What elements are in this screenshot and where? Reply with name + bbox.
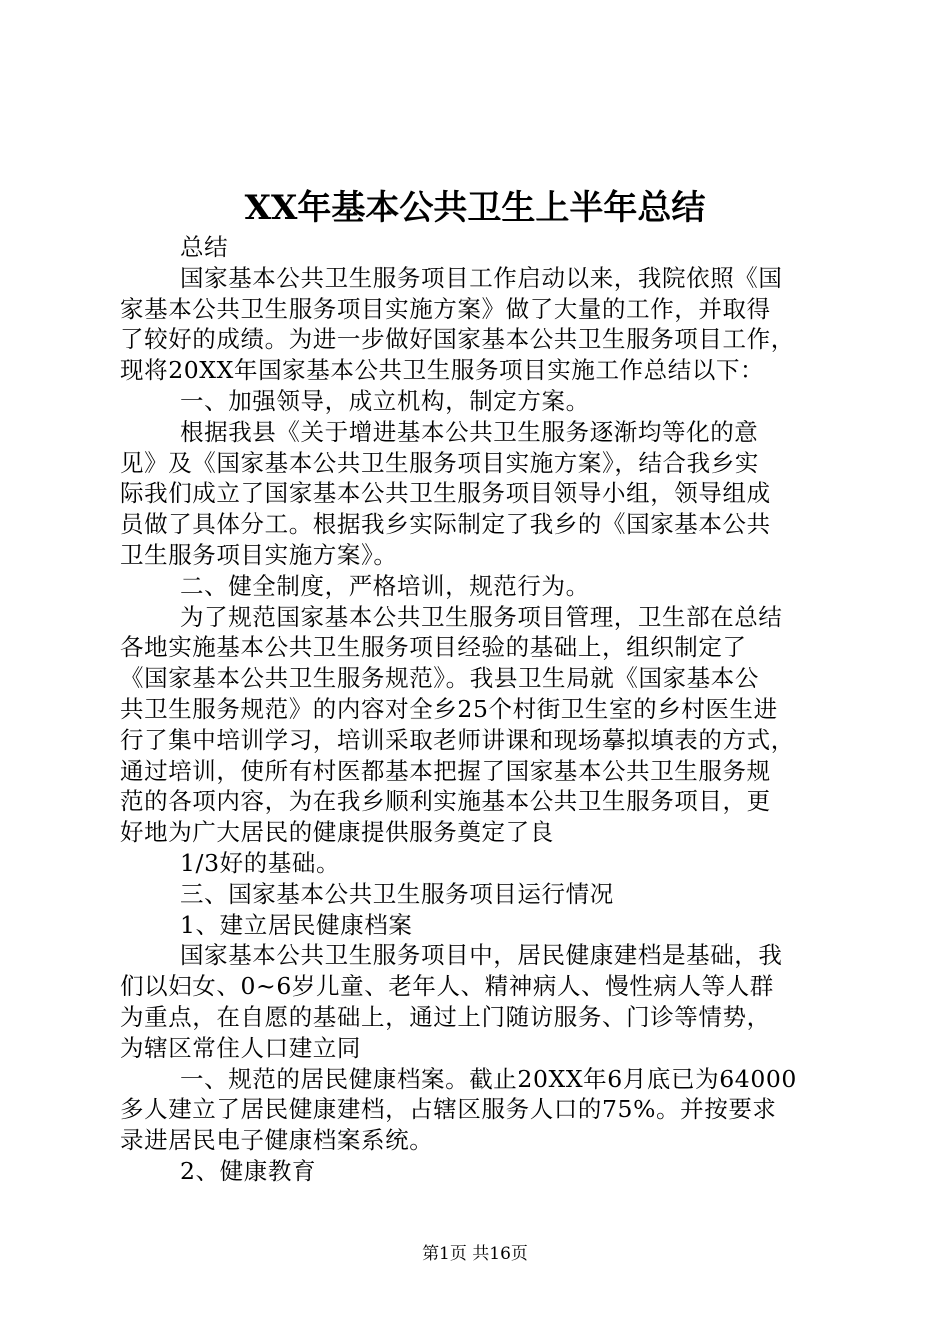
body-line: 1/3好的基础。 (180, 848, 341, 877)
body-line: 通过培训，使所有村医都基本把握了国家基本公共卫生服务规 (120, 756, 771, 785)
body-line: 2、健康教育 (180, 1156, 317, 1185)
body-line: 员做了具体分工。根据我乡实际制定了我乡的《国家基本公共 (120, 510, 771, 539)
body-line: 卫生服务项目实施方案》。 (120, 540, 398, 569)
body-line: 为了规范国家基本公共卫生服务项目管理，卫生部在总结 (180, 602, 783, 631)
page-footer: 第1页 共16页 (422, 1244, 528, 1264)
body-line: 现将20XX年国家基本公共卫生服务项目实施工作总结以下： (120, 356, 765, 385)
body-line: 为辖区常住人口建立同 (120, 1033, 361, 1062)
body-line: 各地实施基本公共卫生服务项目经验的基础上，组织制定了 (120, 633, 747, 662)
body-line: 根据我县《关于增进基本公共卫生服务逐渐均等化的意 (180, 417, 759, 446)
body-line: 二、健全制度，严格培训，规范行为。 (180, 571, 590, 600)
document-title: XX年基本公共卫生上半年总结 (244, 188, 706, 228)
body-line: 国家基本公共卫生服务项目工作启动以来，我院依照《国 (180, 263, 783, 292)
body-line: 录进居民电子健康档案系统。 (120, 1126, 434, 1155)
body-line: 多人建立了居民健康建档，占辖区服务人口的75%。并按要求 (120, 1095, 777, 1124)
body-line: 们以妇女、0~6岁儿童、老年人、精神病人、慢性病人等人群 (120, 972, 774, 1001)
body-line: 《国家基本公共卫生服务规范》。我县卫生局就《国家基本公 (120, 664, 759, 693)
body-line: 家基本公共卫生服务项目实施方案》做了大量的工作，并取得 (120, 294, 771, 323)
body-line: 1、建立居民健康档案 (180, 910, 413, 939)
body-line: 国家基本公共卫生服务项目中，居民健康建档是基础，我 (180, 941, 783, 970)
body-line: 三、国家基本公共卫生服务项目运行情况 (180, 879, 614, 908)
body-line: 总结 (180, 233, 229, 261)
body-line: 际我们成立了国家基本公共卫生服务项目领导小组，领导组成 (120, 479, 771, 508)
body-line: 范的各项内容，为在我乡顺利实施基本公共卫生服务项目，更 (120, 787, 771, 816)
body-line: 一、规范的居民健康档案。截止20XX年6月底已为64000 (180, 1064, 797, 1093)
document-body (120, 232, 832, 1187)
body-line: 了较好的成绩。为进一步做好国家基本公共卫生服务项目工作， (120, 325, 795, 354)
body-line: 一、加强领导，成立机构，制定方案。 (180, 386, 590, 415)
body-line: 好地为广大居民的健康提供服务奠定了良 (120, 818, 554, 847)
body-line: 为重点，在自愿的基础上，通过上门随访服务、门诊等情势， (120, 1002, 771, 1031)
body-line: 见》及《国家基本公共卫生服务项目实施方案》，结合我乡实 (120, 448, 759, 477)
body-line: 共卫生服务规范》的内容对全乡25个村街卫生室的乡村医生进 (120, 694, 778, 723)
body-line: 行了集中培训学习，培训采取老师讲课和现场摹拟填表的方式， (120, 725, 795, 754)
